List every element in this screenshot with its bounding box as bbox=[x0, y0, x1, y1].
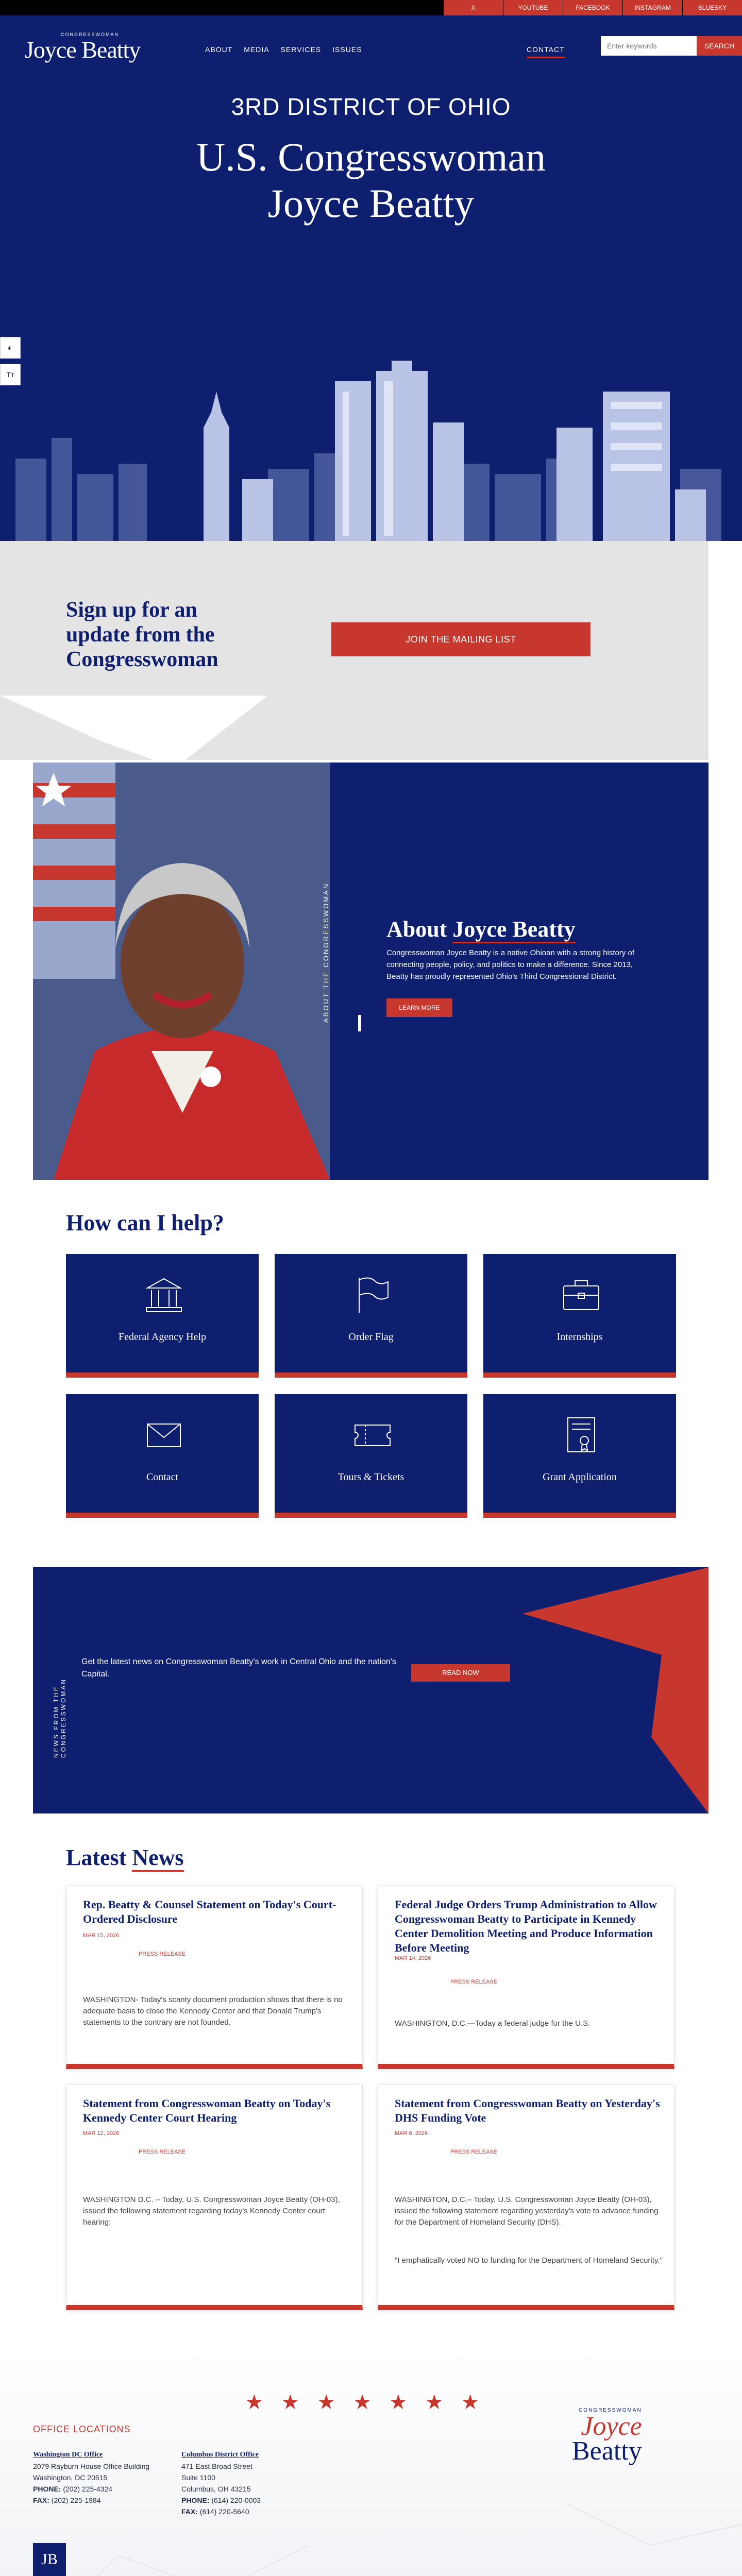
columbus-office-line1: 471 East Broad Street bbox=[181, 2462, 252, 2470]
star-shape-decoration bbox=[522, 1567, 709, 1814]
social-link-x[interactable]: X bbox=[444, 0, 503, 15]
logo-text: Joyce Beatty bbox=[25, 37, 141, 63]
news-date: MAR 15, 2026 bbox=[83, 1933, 120, 1939]
text-size-icon[interactable]: Tт bbox=[0, 364, 21, 385]
search-input[interactable] bbox=[601, 36, 697, 56]
about-section bbox=[33, 762, 709, 1180]
footer-logo-small: CONGRESSWOMAN bbox=[579, 2408, 642, 2413]
news-excerpt: WASHINGTON, D.C.—Today a federal judge for the U.S. bbox=[395, 2019, 591, 2028]
join-mailing-list-button[interactable]: JOIN THE MAILING LIST bbox=[331, 622, 591, 656]
top-bar bbox=[0, 0, 742, 15]
building-icon bbox=[143, 1275, 184, 1316]
monogram-logo[interactable]: JB bbox=[33, 2543, 66, 2576]
news-card[interactable] bbox=[378, 1886, 674, 2069]
help-card-grant-application[interactable] bbox=[483, 1394, 676, 1518]
hero-title bbox=[0, 134, 742, 227]
main-nav bbox=[205, 45, 362, 54]
social-link-facebook[interactable]: FACEBOOK bbox=[563, 0, 622, 15]
latest-news-title bbox=[66, 1844, 184, 1871]
star-shape-decoration bbox=[0, 696, 268, 768]
social-link-youtube[interactable]: YOUTUBE bbox=[503, 0, 563, 15]
columbus-fax: (614) 220-5640 bbox=[199, 2507, 249, 2516]
about-vertical-bar bbox=[358, 1015, 361, 1031]
nav-issues[interactable]: ISSUES bbox=[332, 45, 362, 54]
news-date: MAR 6, 2026 bbox=[395, 2130, 428, 2137]
news-date: MAR 14, 2026 bbox=[395, 1955, 431, 1961]
contrast-toggle-icon[interactable]: ◐ bbox=[0, 337, 21, 359]
dc-office-line1: 2079 Rayburn House Office Building bbox=[33, 2462, 150, 2470]
columbus-phone[interactable]: (614) 220-0003 bbox=[211, 2496, 261, 2504]
office-locations-heading: OFFICE LOCATIONS bbox=[33, 2424, 131, 2434]
about-vertical-label: ABOUT THE CONGRESSWOMAN bbox=[322, 882, 330, 1023]
dc-phone-label: PHONE: bbox=[33, 2485, 61, 2493]
dc-phone[interactable]: (202) 225-4324 bbox=[63, 2485, 113, 2493]
help-card-contact[interactable] bbox=[66, 1394, 259, 1518]
logo-small-text: CONGRESSWOMAN bbox=[61, 32, 120, 37]
news-quote: "I emphatically voted NO to funding for the Department of Homeland Security." bbox=[395, 2256, 663, 2265]
help-title: How can I help? bbox=[66, 1210, 224, 1235]
news-vertical-label: NEWS FROM THE CONGRESSWOMAN bbox=[53, 1677, 67, 1758]
columbus-office-line2: Suite 1100 bbox=[181, 2473, 215, 2482]
news-promo-section bbox=[33, 1567, 709, 1814]
hero-title-line2: Joyce Beatty bbox=[267, 181, 475, 226]
help-card-order-flag[interactable] bbox=[275, 1254, 467, 1378]
help-card-tours-tickets[interactable] bbox=[275, 1394, 467, 1518]
dc-fax-label: FAX: bbox=[33, 2496, 49, 2504]
footer-stars: ★★★★★★★ bbox=[245, 2391, 497, 2414]
help-card-label: Federal Agency Help bbox=[119, 1331, 206, 1343]
hero-district: 3RD DISTRICT OF OHIO bbox=[231, 93, 511, 120]
nav-contact[interactable]: CONTACT bbox=[527, 45, 565, 58]
columbus-office bbox=[181, 2448, 261, 2517]
briefcase-icon bbox=[561, 1275, 602, 1316]
site-logo[interactable] bbox=[25, 32, 141, 63]
dc-office bbox=[33, 2448, 149, 2506]
signup-title: Sign up for an update from the Congresswoman bbox=[66, 598, 218, 671]
latest-title-prefix: Latest bbox=[66, 1845, 132, 1870]
footer-logo[interactable] bbox=[572, 2407, 642, 2464]
help-card-label: Grant Application bbox=[543, 1471, 617, 1483]
columbus-office-line3: Columbus, OH 43215 bbox=[181, 2485, 251, 2493]
envelope-icon bbox=[143, 1415, 184, 1456]
search-button[interactable]: SEARCH bbox=[697, 36, 742, 56]
news-category[interactable]: PRESS RELEASE bbox=[139, 2149, 186, 2155]
news-category[interactable]: PRESS RELEASE bbox=[450, 2149, 498, 2155]
help-card-label: Order Flag bbox=[348, 1331, 394, 1343]
flag-icon bbox=[352, 1275, 393, 1316]
latest-title-word: News bbox=[132, 1845, 183, 1872]
social-link-instagram[interactable]: INSTAGRAM bbox=[623, 0, 682, 15]
city-skyline-graphic bbox=[0, 335, 742, 541]
footer-logo-line1: Joyce bbox=[581, 2412, 642, 2441]
social-links bbox=[443, 0, 742, 15]
news-category[interactable]: PRESS RELEASE bbox=[450, 1979, 498, 1985]
learn-more-button[interactable]: LEARN MORE bbox=[386, 998, 452, 1017]
read-now-button[interactable]: READ NOW bbox=[411, 1664, 510, 1682]
congresswoman-portrait bbox=[33, 762, 330, 1180]
about-title bbox=[386, 916, 576, 942]
news-title[interactable]: Federal Judge Orders Trump Administration to Allow Congresswoman Beatty to Participate in Kennedy Center Demolition Meeting and Produce Information Before Meeting bbox=[395, 1898, 657, 1954]
dc-fax: (202) 225-1984 bbox=[51, 2496, 101, 2504]
news-promo-text: Get the latest news on Congresswoman Beatty's work in Central Ohio and the nation's Capital. bbox=[81, 1657, 396, 1679]
news-excerpt: WASHINGTON D.C. – Today, U.S. Congresswoman Joyce Beatty (OH-03), issued the following statement regarding today's Kennedy Center court hearing: bbox=[83, 2195, 340, 2227]
about-title-name: Joyce Beatty bbox=[452, 917, 575, 943]
nav-services[interactable]: SERVICES bbox=[280, 45, 322, 54]
columbus-fax-label: FAX: bbox=[181, 2507, 198, 2516]
help-card-internships[interactable] bbox=[483, 1254, 676, 1378]
columbus-phone-label: PHONE: bbox=[181, 2496, 210, 2504]
hero-header bbox=[0, 15, 742, 541]
hero-title-line1: U.S. Congresswoman bbox=[196, 134, 546, 179]
social-link-bluesky[interactable]: BLUESKY bbox=[683, 0, 742, 15]
footer-logo-line2: Beatty bbox=[572, 2436, 642, 2466]
news-card[interactable] bbox=[66, 1886, 363, 2069]
news-excerpt: WASHINGTON- Today's scanty document production shows that there is no adequate basis to close the Kennedy Center and that Donald Trump's statements to the contrary are not founded. bbox=[83, 1995, 343, 2027]
nav-about[interactable]: ABOUT bbox=[205, 45, 233, 54]
ticket-icon bbox=[352, 1415, 393, 1456]
columbus-office-title[interactable]: Columbus District Office bbox=[181, 2451, 259, 2459]
about-text: Congresswoman Joyce Beatty is a native Ohioan with a strong history of connecting people, policy, and politics to make a difference. Since 2013, Beatty has proudly represented Ohio's Third Congressional District. bbox=[386, 948, 635, 981]
news-card[interactable] bbox=[378, 2084, 674, 2310]
news-title[interactable]: Statement from Congresswoman Beatty on Yesterday's DHS Funding Vote bbox=[395, 2097, 660, 2124]
news-card[interactable] bbox=[66, 2084, 363, 2310]
help-card-label: Internships bbox=[556, 1331, 603, 1343]
help-card-federal-agency[interactable] bbox=[66, 1254, 259, 1378]
news-excerpt: WASHINGTON, D.C.– Today, U.S. Congresswoman Joyce Beatty (OH-03), issued the following statement regarding yesterday's vote to advance funding for the Department of Homeland Security (DHS). bbox=[395, 2195, 659, 2227]
news-date: MAR 12, 2026 bbox=[83, 2130, 120, 2137]
news-title[interactable]: Rep. Beatty & Counsel Statement on Today's Court-Ordered Disclosure bbox=[83, 1898, 336, 1925]
about-title-prefix: About bbox=[386, 917, 453, 942]
news-category[interactable]: PRESS RELEASE bbox=[139, 1951, 186, 1957]
signup-section bbox=[0, 541, 742, 768]
news-title[interactable]: Statement from Congresswoman Beatty on Today's Kennedy Center Court Hearing bbox=[83, 2097, 331, 2124]
dc-office-line2: Washington, DC 20515 bbox=[33, 2473, 108, 2482]
dc-office-title[interactable]: Washington DC Office bbox=[33, 2451, 103, 2459]
certificate-icon bbox=[561, 1415, 602, 1456]
help-card-label: Contact bbox=[146, 1471, 179, 1483]
help-card-label: Tours & Tickets bbox=[338, 1471, 404, 1483]
nav-media[interactable]: MEDIA bbox=[244, 45, 269, 54]
